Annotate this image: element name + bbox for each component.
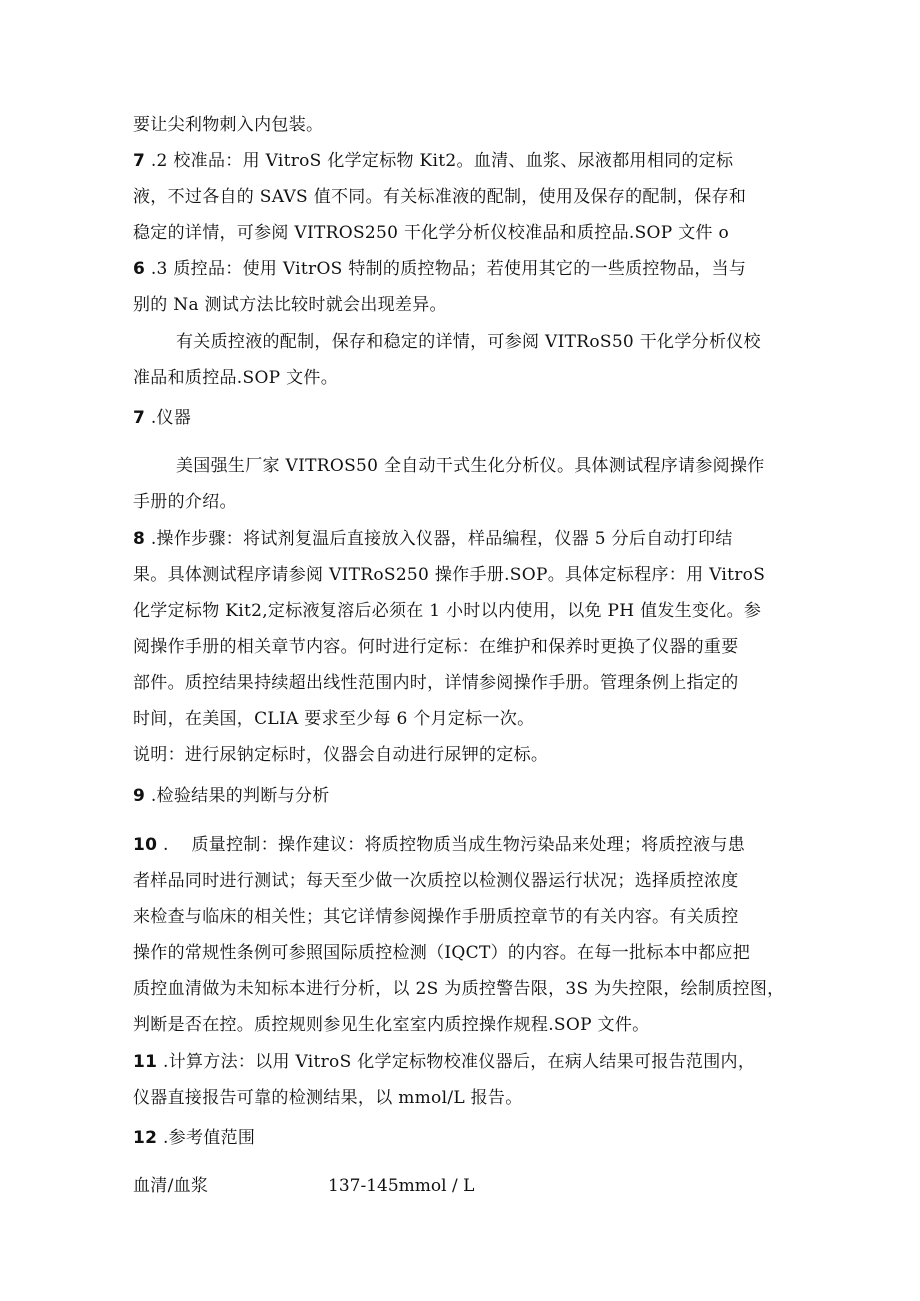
section-9-heading: 9 .检验结果的判断与分析 xyxy=(133,786,330,806)
section-12-heading: 12 .参考值范围 xyxy=(133,1128,256,1148)
text-line: 判断是否在控。质控规则参见生化室室内质控操作规程.SOP 文件。 xyxy=(133,1015,650,1035)
text-line: 化学定标物 Kit2,定标液复溶后必须在 1 小时以内使用，以免 PH 值发生变化。参 xyxy=(133,601,762,621)
section-10-heading: 10 . 质量控制：操作建议：将质控物质当成生物污染品来处理；将质控液与患 xyxy=(133,835,746,855)
text-line: 说明：进行尿钠定标时，仪器会自动进行尿钾的定标。 xyxy=(133,745,549,765)
text-line: 果。具体测试程序请参阅 VITRoS250 操作手册.SOP。具体定标程序：用 VitroS xyxy=(133,565,766,585)
text-line: 操作的常规性条例可参照国际质控检测（IQCT）的内容。在每一批标本中都应把 xyxy=(133,943,751,963)
section-7-2-heading: 7 .2 校准品：用 VitroS 化学定标物 Kit2。血清、血浆、尿液都用相同的定标 xyxy=(133,151,734,171)
text-line: 时间，在美国，CLIA 要求至少每 6 个月定标一次。 xyxy=(133,709,535,729)
text-line: 手册的介绍。 xyxy=(133,492,237,512)
section-7-heading: 7 .仪器 xyxy=(133,408,192,428)
text-line: 仪器直接报告可靠的检测结果，以 mmol/L 报告。 xyxy=(133,1088,523,1108)
text-line: 来检查与临床的相关性；其它详情参阅操作手册质控章节的有关内容。有关质控 xyxy=(133,907,739,927)
text-line: 要让尖利物刺入内包装。 xyxy=(133,115,324,135)
section-6-3-heading: 6 .3 质控品：使用 VitrOS 特制的质控物品；若使用其它的一些质控物品，当与 xyxy=(133,259,747,279)
text-line: 美国强生厂家 VITROS50 全自动干式生化分析仪。具体测试程序请参阅操作 xyxy=(176,456,765,476)
text-line: 别的 Na 测试方法比较时就会出现差异。 xyxy=(133,295,447,315)
text-line: 阅操作手册的相关章节内容。何时进行定标：在维护和保养时更换了仪器的重要 xyxy=(133,637,739,657)
text-line: 稳定的详情，可参阅 VITROS250 干化学分析仪校准品和质控品.SOP 文件 o xyxy=(133,223,730,243)
text-line: 液，不过各自的 SAVS 值不同。有关标准液的配制，使用及保存的配制，保存和 xyxy=(133,187,747,207)
text-line: 质控血清做为未知标本进行分析，以 2S 为质控警告限，3S 为失控限，绘制质控图， xyxy=(133,979,785,999)
section-11-heading: 11 .计算方法：以用 VitroS 化学定标物校准仪器后，在病人结果可报告范围内， xyxy=(133,1052,756,1072)
reference-value: 137-145mmol / L xyxy=(328,1176,475,1196)
text-line: 有关质控液的配制，保存和稳定的详情，可参阅 VITRoS50 干化学分析仪校 xyxy=(176,332,761,352)
text-line: 者样品同时进行测试；每天至少做一次质控以检测仪器运行状况；选择质控浓度 xyxy=(133,871,739,891)
text-line: 准品和质控品.SOP 文件。 xyxy=(133,368,339,388)
section-8-heading: 8 .操作步骤：将试剂复温后直接放入仪器，样品编程，仪器 5 分后自动打印结 xyxy=(133,529,733,549)
text-line: 部件。质控结果持续超出线性范围内时，详情参阅操作手册。管理条例上指定的 xyxy=(133,673,739,693)
reference-label: 血清/血浆 xyxy=(133,1176,209,1196)
